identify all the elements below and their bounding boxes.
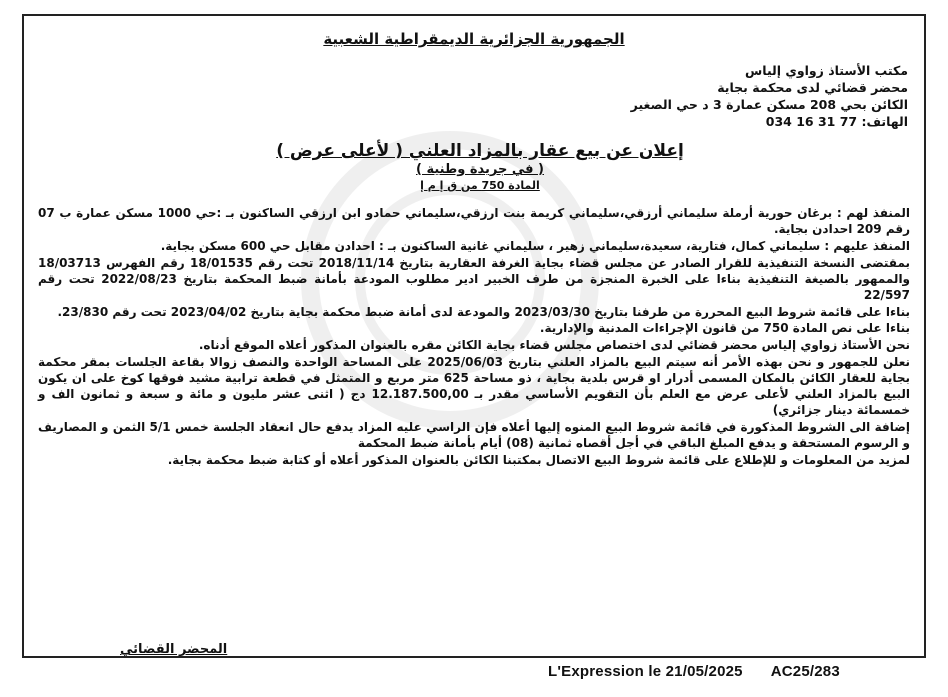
- auction-paragraph: نعلن للجمهور و نحن بهذه الأمر أنه سيتم البيع بالمزاد العلني بتاريخ 2025/06/03 على المساحة الواحدة والنصف زوالا بقاعة الجلسات بمقر محكمة بجاية للعقار الكائن بالمكان المسمى أدرار او قرس بلدية بجاية ، ذو مساحة 625 متر مربع و المتمثل في قطعة ترابية مشيد فوقها كوخ على ان يكون البيع بالمزاد العلني لأعلى عرض مع العلم بأن التقويم الأساسي مقدر بـ 12.187.500,00 دج ( اثنى عشر مليون و مائة و سبعة و ثمانون الف و خمسمائة دينار جزائري): [38, 354, 910, 418]
- announcement-title: إعلان عن بيع عقار بالمزاد العلني ( لأعلى عرض ): [276, 141, 684, 161]
- payment-terms-paragraph: إضافة الى الشروط المذكورة في قائمة شروط البيع المنوه إليها أعلاه فإن الراسي عليه المزاد يدفع حال انعقاد الجلسة خمس 5/1 الثمن و المصاريف و الرسوم المستحقة و يدفع المبلغ الباقي في أجل أقصاه ثمانية (08) أيام بأمانة ضبط المحكمة: [38, 420, 910, 451]
- office-name: مكتب الأستاذ زواوي إلياس: [745, 63, 908, 78]
- office-role: محضر قضائي لدى محكمة بجاية: [717, 80, 908, 95]
- conditions-paragraph: بناءا على قائمة شروط البيع المحررة من طرفنا بتاريخ 2023/03/30 والمودعة لدى أمانة ضبط محكمة بجاية بتاريخ 2023/04/02 تحت رقم 23/830.: [57, 304, 910, 319]
- notice-body: [38, 205, 910, 635]
- phone-number: 034 16 31 77: [765, 114, 858, 129]
- publication-info: L'Expression le 21/05/2025: [548, 663, 743, 680]
- signature-label: المحضر القضائي: [120, 642, 228, 657]
- page-title: الجمهورية الجزائرية الديمقراطية الشعبية: [323, 30, 625, 48]
- legal-basis-paragraph: بناءا على نص المادة 750 من قانون الإجراءات المدنية والإدارية.: [539, 321, 910, 336]
- announcement-article: المادة 750 من ق إ م إ: [420, 179, 540, 192]
- publication-reference: AC25/283: [770, 663, 840, 680]
- debtors-paragraph: المنفذ عليهم : سليماني كمال، فتارية، سعيدة،سليماني زهير ، سليماني غانية الساكنون بـ : احدادن مقابل حي 600 مسكن بجاية.: [160, 238, 910, 253]
- office-address: الكائن بحي 208 مسكن عمارة 3 د حي الصغير: [630, 97, 908, 112]
- bailiff-paragraph: نحن الأستاذ زواوي إلياس محضر قضائي لدى اختصاص مجلس قضاء بجاية الكائن مقره بالعنوان المذكور أعلاه الموقع أدناه.: [198, 338, 910, 353]
- publication-footer: [548, 663, 840, 680]
- creditors-paragraph: المنفذ لهم : برغان حورية أرملة سليماني أرزقي،سليماني كريمة بنت ارزقي،سليماني حمادو ابن ارزقي الساكنون بـ :حي 1000 مسكن عمارة ب 07 رقم 209 احدادن بجاية.: [38, 206, 910, 237]
- announcement-header: [90, 141, 870, 193]
- phone-label: الهاتف:: [861, 114, 908, 129]
- judgment-paragraph: بمقتضى النسخة التنفيذية للقرار الصادر عن مجلس قضاء بجاية الغرفة العقارية بتاريخ 2018/11/14 تحت رقم 18/01535 رقم الفهرس 18/03713 والممهور بالصيغة التنفيذية بناءا على الخبرة المنجزة من طرف الخبير ادير مطلوب المودعة بأمانة ضبط المحكمة بتاريخ 2022/08/23 تحت رقم 22/597: [38, 255, 911, 303]
- contact-paragraph: لمزيد من المعلومات و للإطلاع على قائمة شروط البيع الاتصال بمكتبنا الكائن بالعنوان المذكور أعلاه أو كتابة ضبط محكمة بجاية.: [167, 453, 910, 468]
- office-header: [488, 62, 908, 130]
- office-phone: [488, 113, 908, 130]
- announcement-subtitle: ( في جريدة وطنية ): [416, 162, 544, 177]
